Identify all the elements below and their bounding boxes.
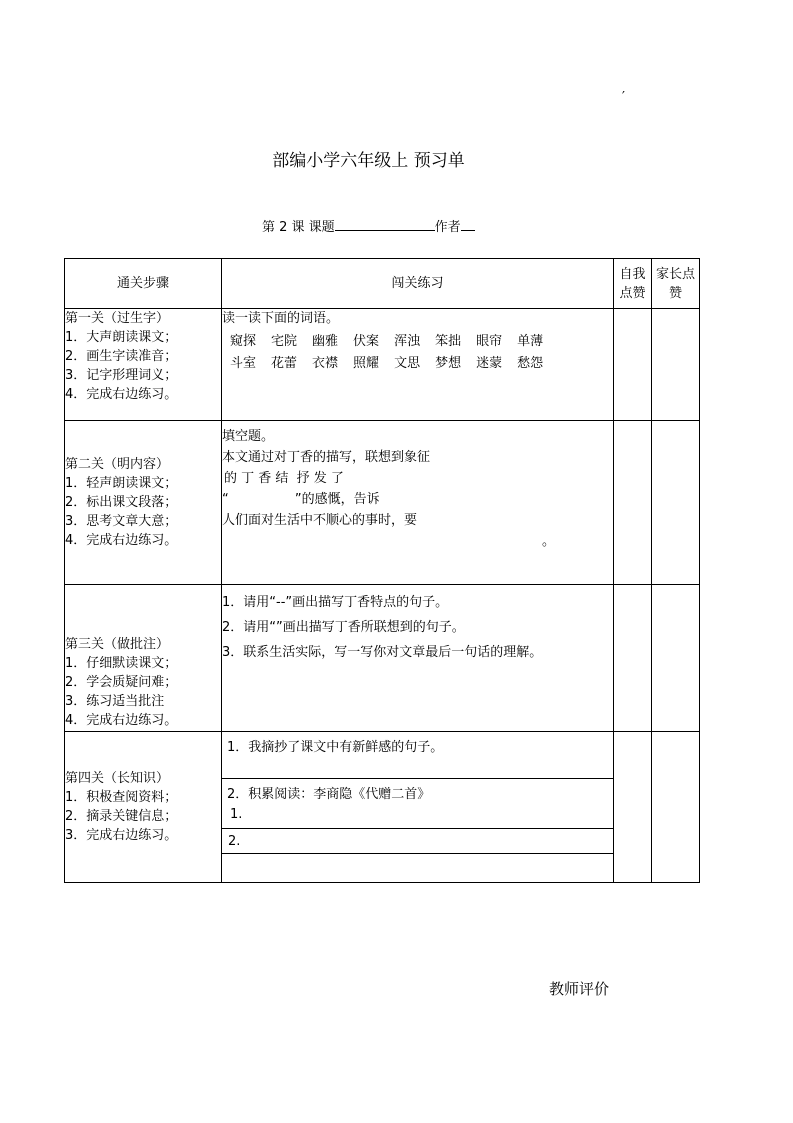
word: 斗室: [230, 356, 257, 371]
corner-mark: ′: [622, 90, 625, 105]
teacher-evaluation: 教师评价: [549, 980, 610, 998]
level3-item: 2．请用“”画出描写丁香所联想到的句子。: [222, 620, 465, 635]
level1-title: 第一关（过生字）: [65, 311, 170, 326]
word: 幽雅: [312, 334, 339, 349]
lesson-prefix: 第 2 课 课题: [262, 220, 335, 235]
word: 花蕾: [271, 356, 298, 371]
level4-exercise: [222, 732, 614, 883]
level3-self-praise[interactable]: [614, 585, 652, 732]
preview-table: [64, 258, 700, 883]
level3-title: 第三关（做批注）: [65, 637, 170, 652]
level3-exercise: [222, 585, 614, 732]
level1-self-praise[interactable]: [614, 309, 652, 421]
level4-sub1[interactable]: 1.: [222, 805, 613, 829]
level4-parent-praise[interactable]: [652, 732, 700, 883]
level2-steps: [65, 421, 222, 585]
word: 窥探: [230, 334, 257, 349]
level2-parent-praise[interactable]: [652, 421, 700, 585]
page-title: 部编小学六年级上 预习单: [272, 151, 465, 171]
level1-parent-praise[interactable]: [652, 309, 700, 421]
level3-parent-praise[interactable]: [652, 585, 700, 732]
level4-step: 1．积极查阅资料；: [65, 790, 178, 805]
level2-end: 。: [542, 534, 556, 549]
word: 单薄: [517, 334, 544, 349]
level2-exercise: [222, 421, 614, 585]
level3-step: 4．完成右边练习。: [65, 713, 178, 728]
header-steps: 通关步骤: [65, 259, 222, 309]
word: 衣襟: [312, 356, 339, 371]
level4-step: 2．摘录关键信息；: [65, 809, 178, 824]
level1-step: 1．大声朗读课文；: [65, 330, 178, 345]
level2-step: 1．轻声朗读课文；: [65, 476, 178, 491]
level2-line: “ ”的感慨，告诉: [222, 492, 380, 507]
level2-step: 3．思考文章大意；: [65, 514, 178, 529]
level2-line: 的 丁 香 结 抒 发 了: [224, 471, 344, 486]
level1-step: 4．完成右边练习。: [65, 387, 178, 402]
level3-step: 2．学会质疑问难；: [65, 675, 178, 690]
header-exercise: 闯关练习: [222, 259, 614, 309]
word: 眼帘: [476, 334, 503, 349]
word: 愁怨: [517, 356, 544, 371]
word: 照耀: [353, 356, 380, 371]
level3-step: 1．仔细默读课文；: [65, 656, 178, 671]
level1-step: 2．画生字读准音；: [65, 349, 178, 364]
word-row-1: [222, 332, 613, 351]
level2-title: 第二关（明内容）: [65, 457, 170, 472]
level1-instruction: 读一读下面的词语。: [222, 311, 340, 326]
author-blank[interactable]: [461, 218, 475, 231]
author-label: 作者: [434, 220, 461, 235]
lesson-title-blank[interactable]: [335, 218, 435, 231]
header-parent-praise: 家长点赞: [652, 259, 700, 309]
word: 宅院: [271, 334, 298, 349]
level4-item1: 1．我摘抄了课文中有新鲜感的句子。: [222, 732, 613, 779]
word: 浑浊: [394, 334, 421, 349]
level4-step: 3．完成右边练习。: [65, 828, 178, 843]
word: 文思: [394, 356, 421, 371]
level2-step: 2．标出课文段落；: [65, 495, 178, 510]
level2-line: 填空题。: [222, 429, 275, 444]
word: 迷蒙: [476, 356, 503, 371]
level1-steps: [65, 309, 222, 421]
level2-line: 人们面对生活中不顺心的事时，要: [222, 513, 418, 528]
header-self-praise: 自我点赞: [614, 259, 652, 309]
level3-item: 3．联系生活实际，写一写你对文章最后一句话的理解。: [222, 645, 543, 660]
level1-step: 3．记字形理词义；: [65, 368, 178, 383]
level4-blank-line[interactable]: [222, 854, 613, 880]
level2-line: 本文通过对丁香的描写，联想到象征: [222, 450, 431, 465]
word: 梦想: [435, 356, 462, 371]
level3-steps: [65, 585, 222, 732]
word-row-2: [222, 354, 613, 373]
level1-exercise: [222, 309, 614, 421]
level4-steps: [65, 732, 222, 883]
level3-step: 3．练习适当批注: [65, 694, 165, 709]
level4-item2: 2．积累阅读：李商隐《代赠二首》: [227, 787, 431, 802]
level2-self-praise[interactable]: [614, 421, 652, 585]
level4-sub2[interactable]: 2.: [222, 829, 613, 854]
word: 伏案: [353, 334, 380, 349]
lesson-line: [262, 216, 475, 235]
level3-item: 1．请用“--”画出描写丁香特点的句子。: [222, 595, 449, 610]
level2-step: 4．完成右边练习。: [65, 533, 178, 548]
level4-title: 第四关（长知识）: [65, 771, 170, 786]
level4-self-praise[interactable]: [614, 732, 652, 883]
word: 笨拙: [435, 334, 462, 349]
